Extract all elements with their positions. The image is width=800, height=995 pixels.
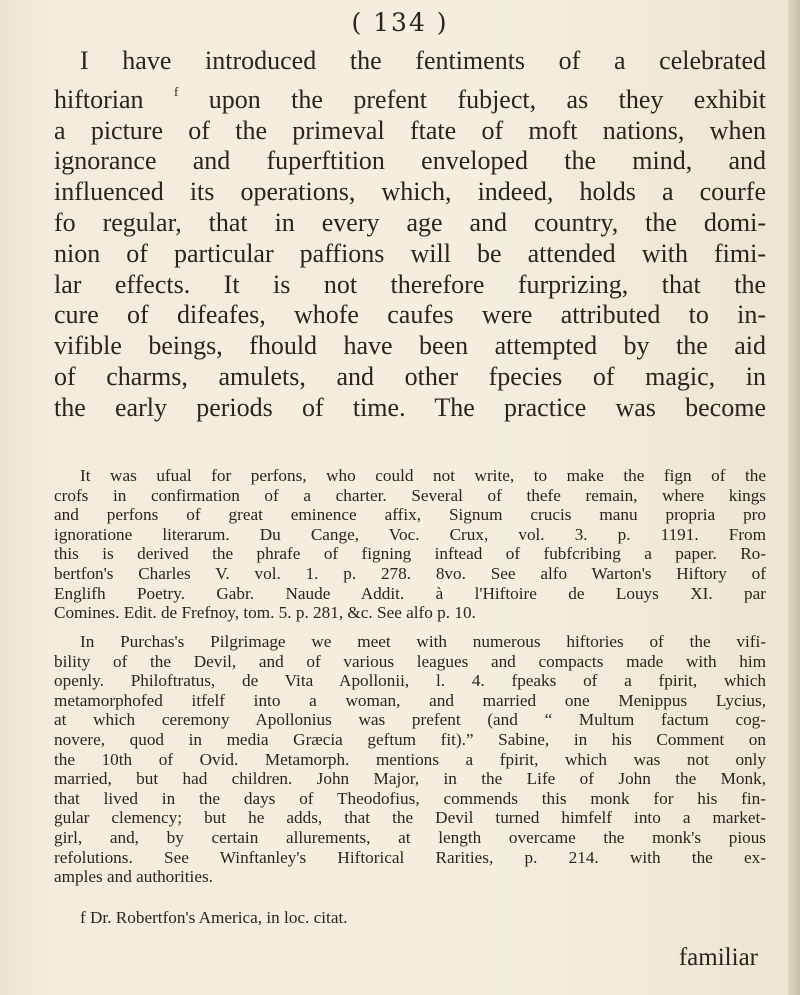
footnote-line: amples and authorities. — [54, 867, 213, 887]
footnote-line: bility of the Devil, and of various leagues and compacts made with him — [54, 651, 766, 671]
page-edge — [788, 0, 800, 995]
footnote-charter — [54, 466, 766, 623]
text-line: influenced its operations, which, indeed, holds a courfe — [54, 177, 766, 207]
text-line: the early periods of time. The practice was become — [54, 392, 766, 422]
footnote-line: bertfon's Charles V. vol. 1. p. 278. 8vo. See alfo Warton's Hiftory of — [54, 563, 766, 583]
text-line: fo regular, that in every age and country, the domi- — [54, 207, 766, 237]
footnote-line: Comines. Edit. de Frefnoy, tom. 5. p. 281, &c. See alfo p. 10. — [54, 603, 476, 623]
footnote-line: f Dr. Robertfon's America, in loc. citat. — [80, 908, 348, 927]
footnote-line: gular clemency; but he adds, that the Devil turned himfelf into a market- — [54, 808, 766, 828]
text-line: a picture of the primeval ftate of moft nations, when — [54, 115, 766, 145]
footnote-line: the 10th of Ovid. Metamorph. mentions a fpirit, which was not only — [54, 749, 766, 769]
text-line — [54, 77, 766, 116]
footnote-line: this is derived the phrafe of figning inftead of fubfcribing a paper. Ro- — [54, 544, 766, 564]
footnote-line: In Purchas's Pilgrimage we meet with numerous hiftories of the vifi- — [80, 632, 766, 651]
text-line: vifible beings, fhould have been attempted by the aid — [54, 331, 766, 361]
footnote-line: ignoratione literarum. Du Cange, Voc. Crux, vol. 3. p. 1191. From — [54, 524, 766, 544]
footnote-line: at which ceremony Apollonius was prefent (and “ Multum factum cog- — [54, 710, 766, 730]
text-line: nion of particular paffions will be attended with fimi- — [54, 238, 766, 268]
text-line: lar effects. It is not therefore furprizing, that the — [54, 269, 766, 299]
footnote-line: married, but had children. John Major, in the Life of John the Monk, — [54, 769, 766, 789]
footnote-line: that lived in the days of Theodofius, commends this monk for his fin- — [54, 788, 766, 808]
text-fragment: hiftorian — [54, 84, 144, 114]
footnote-purchas — [54, 632, 766, 887]
footnote-line: metamorphofed itfelf into a woman, and married one Menippus Lycius, — [54, 690, 766, 710]
footnote-line: novere, quod in media Græcia geftum fit).” Sabine, in his Comment on — [54, 729, 766, 749]
footnote-line: It was ufual for perfons, who could not write, to make the fign of the — [80, 466, 766, 485]
main-text — [54, 46, 766, 424]
text-line: cure of difeafes, whofe caufes were attributed to in- — [54, 300, 766, 330]
footnote-line: girl, and, by certain allurements, at length overcame the monk's pious — [54, 827, 766, 847]
footnote-line: openly. Philoftratus, de Vita Apollonii, l. 4. fpeaks of a fpirit, which — [54, 671, 766, 691]
catchword: familiar — [678, 944, 758, 971]
footnote-robertson — [54, 908, 766, 928]
footnote-line: refolutions. See Winftanley's Hiftorical Rarities, p. 214. with the ex- — [54, 847, 766, 867]
footnote-mark: f — [173, 83, 179, 99]
footnote-line: Englifh Poetry. Gabr. Naude Addit. à l'Hiftoire de Louys XI. par — [54, 583, 766, 603]
text-line: ignorance and fuperftition enveloped the mind, and — [54, 146, 766, 176]
text-line: I have introduced the fentiments of a celebrated — [80, 46, 766, 75]
text-line: of charms, amulets, and other fpecies of magic, in — [54, 361, 766, 391]
text-fragment: upon the prefent fubject, as they exhibit — [208, 84, 767, 114]
page-number: ( 134 ) — [351, 8, 449, 37]
footnote-line: crofs in confirmation of a charter. Several of thefe remain, where kings — [54, 485, 766, 505]
footnote-line: and perfons of great eminence affix, Signum crucis manu propria pro — [54, 505, 766, 525]
